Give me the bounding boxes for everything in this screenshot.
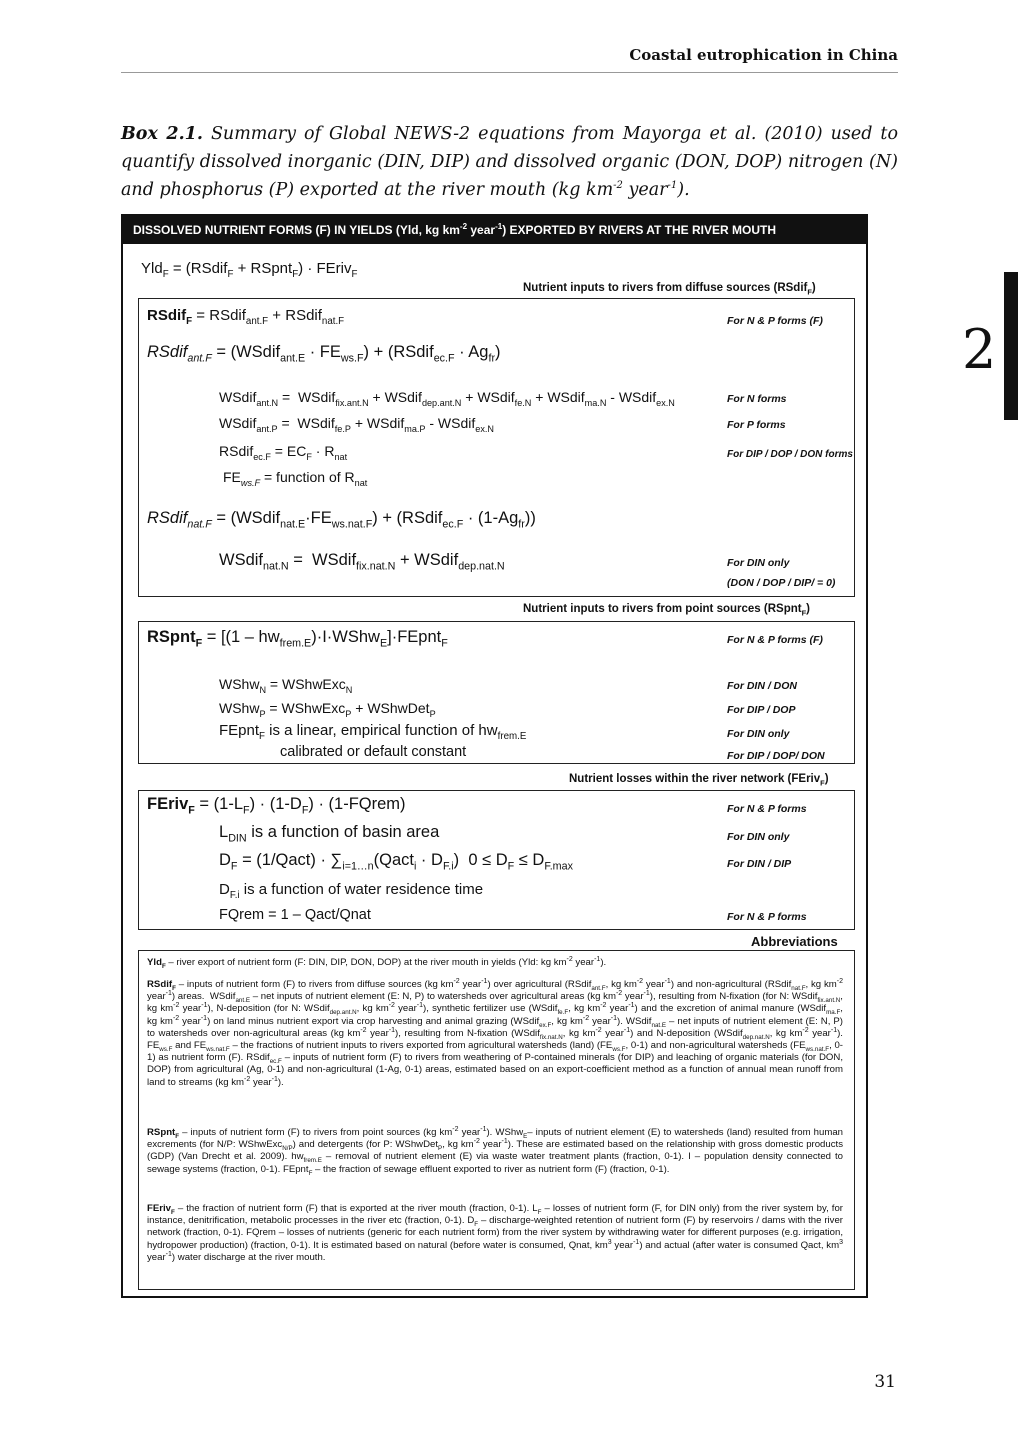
abbr-rspnt: RSpnt$_F$ – inputs of nutrient form (F) to rivers from point sources (kg $km^{-2}$ year$^{-1}$). WShw$_E$– inputs of nutrient element (E) to watersheds (land) resulted from human excrements (for N/P: WShwExc$_{N/P}$) and detergents (for P: WShwDet$_P$, kg $km^{-2}$ year$^{-1}$). These are estimated based on the relationship with gross domestic products (GDP) (Van Drecht et al. 2009). $hw_{frem.E}$ – removal of nutrient element (E) via waste water treatment plants (fraction, 0-1). I – population density connected to sewage systems (fraction, 0-1). FEpnt$_F$ – the fraction of sewage effluent exported to river as nutrient form (F) (fraction, 0-1).: [147, 1125, 843, 1177]
panel-abbreviations: [138, 950, 855, 1290]
note-2: For N forms: [727, 393, 787, 405]
caption-text: Summary of Global NEWS-2 equations from Mayorga et al. (2010) used to quantify dissolved inorganic (DIN, DIP) and dissolved organic (DON, DOP) nitrogen (N) and phosphorus (P) exported at the river mouth (kg $km^{-2}$ year$^{-1}$).: [121, 124, 898, 200]
eq-fepnt-cont: calibrated or default constant: [280, 744, 467, 760]
eq-wsdif-nat-n: WSdif$_{nat.N}$ = WSdif$_{fix.nat.N}$ + WSdif$_{dep.nat.N}$: [219, 551, 505, 573]
running-header: Coastal eutrophication in China: [629, 46, 898, 64]
eq-rsdif-nat: RSdif$_{nat.F}$ = $(WSdif_{nat.E}\cdot FE_{ws.nat.F})$ + (RSdif$_{ec.F}$ · $(1-Ag_{fr})$): [147, 509, 536, 531]
panel-diffuse: [138, 298, 855, 597]
eq-wshw-p: WShw$_P$ = WShwExc$_P$ + WShwDet$_P$: [219, 700, 436, 719]
header-rule: [121, 72, 898, 73]
section-point-title: Nutrient inputs to rivers from point sources (RSpnt$_F$): [523, 603, 810, 618]
chapter-tab: [1004, 272, 1018, 420]
note-15: For N & P forms: [727, 911, 807, 923]
note-6: (DON / DOP / DIP/ = 0): [727, 577, 836, 589]
eq-ldin: $L_{DIN}$ is a function of basin area: [219, 823, 440, 845]
abbr-feriv: FEriv$_F$ – the fraction of nutrient form (F) that is exported at the river mouth (fraction, 0-1). $L_F$ – losses of nutrient form (F, for DIN only) from the river system by, for instance, denitrification, metabolic processes in the river etc (fraction, 0-1). $D_F$ – discharge-weighted retention of nutrient form (F) by reservoirs / dams with the river network (fraction, 0-1). FQrem – losses of nutrients (generic for each nutrient form) from the river system by withdrawing water for different purposes (e.g. irrigation, hydropower production) (fraction, 0-1). It is estimated based on natural (before water is consumed, Qnat, $km^3$ year$^{-1}$) and actual (after water is consumed Qact, $km^3$ year$^{-1}$) water discharge at the river mouth.: [147, 1203, 843, 1263]
note-8: For DIN / DON: [727, 680, 797, 692]
note-9: For DIP / DOP: [727, 704, 796, 716]
eq-wsdif-ant-p: WSdif$_{ant.P}$ = WSdif$_{fe.P}$ + WSdif$_{ma.P}$ - WSdif$_{ex.N}$: [219, 415, 494, 434]
note-1: For N & P forms (F): [727, 315, 823, 327]
eq-feriv: FEriv$_F$ = $(1-L_F) \cdot (1-D_F)$ · (1-FQrem): [147, 795, 406, 817]
note-12: For N & P forms: [727, 803, 807, 815]
eq-rsdif-ec: RSdif$_{ec.F}$ = $EC_F \cdot R_{nat}$: [219, 443, 348, 462]
eq-fews: $FE_{ws.F}$ = function of $R_{nat}$: [223, 469, 368, 488]
eq-wshw-n: WShw$_N$ = WShwExc$_N$: [219, 676, 353, 695]
eq-dfi: $D_{F.i}$ is a function of water residence time: [219, 881, 484, 901]
eq-wsdif-ant-n: WSdif$_{ant.N}$ = WSdif$_{fix.ant.N}$ + WSdif$_{dep.ant.N}$ + WSdif$_{fe.N}$ + WSdif$_{ma.N}$ - WSdif$_{ex.N}$: [219, 389, 675, 408]
section-diffuse-title: Nutrient inputs to rivers from diffuse sources (RSdif$_F$): [523, 282, 816, 297]
eq-fqrem: FQrem = 1 – Qact/Qnat: [219, 907, 371, 923]
note-7: For N & P forms (F): [727, 634, 823, 646]
box-caption: [121, 120, 898, 204]
yield-equation: Yld$_F$ = (RSdif$_F$ + RSpnt$_F$) · FEriv$_F$: [141, 260, 358, 280]
eq-df: $D_F$ = (1/Qact) · $\sum_{i=1\dots n}(Qact_i \cdot D_{F.i}) 0 \le D_F \le D_{F.max}$: [219, 851, 573, 873]
panel-point: [138, 621, 855, 764]
note-10: For DIN only: [727, 728, 790, 740]
eq-rsdif-ant: RSdif$_{ant.F}$ = (WSdif$_{ant.E}$ · $FE_{ws.F}$) + (RSdif$_{ec.F}$ · $Ag_{fr}$): [147, 343, 501, 365]
page-number: 31: [874, 1372, 896, 1392]
eq-rsdif: RSdif$_F$ = RSdif$_{ant.F}$ + RSdif$_{nat.F}$: [147, 307, 345, 327]
eq-fepnt: FEpnt$_F$ is a linear, empirical function of $hw_{frem.E}$: [219, 722, 527, 742]
panel-losses: [138, 790, 855, 930]
section-losses-title: Nutrient losses within the river network (FEriv$_F$): [569, 773, 829, 788]
note-11: For DIP / DOP/ DON: [727, 750, 825, 762]
eq-rspnt: RSpnt$_F$ = $[(1 - hw_{frem.E})\cdot I\cdot WShw_E]\cdot FEpnt_F$: [147, 628, 448, 650]
note-14: For DIN / DIP: [727, 858, 792, 870]
equation-box: [121, 214, 868, 1298]
abbreviations-title: Abbreviations: [751, 934, 838, 949]
box-heading: DISSOLVED NUTRIENT FORMS (F) IN YIELDS (Yld, kg $km^{-2}$ year$^{-1}$) EXPORTED BY RIVERS AT THE RIVER MOUTH: [123, 216, 866, 244]
abbr-yld: Yld$_F$ – river export of nutrient form (F: DIN, DIP, DON, DOP) at the river mouth in yields (Yld: kg $km^{-2}$ year$^{-1}$).: [147, 955, 607, 970]
abbr-rsdif: RSdif$_F$ – inputs of nutrient form (F) to rivers from diffuse sources (kg $km^{-2}$ year$^{-1}$) over agricultural (RSdif$_{ant.F}$, kg $km^{-2}$ year$^{-1}$) and non-agricultural (RSdif$_{nat.F}$, kg $km^{-2}$ year$^{-1}$) areas. WSdif$_{ant.E}$ – net inputs of nutrient element (E: N, P) to watersheds over agricultural areas (kg $km^{-2}$ year$^{-1}$), resulting from N-fixation (for N: WSdif$_{fix.ant.N}$, kg $km^{-2}$ year$^{-1}$), N-deposition (for N: WSdif$_{dep.ant.N}$, kg $km^{-2}$ year$^{-1}$), synthetic fertilizer use (WSdif$_{fe.F}$, kg $km^{-2}$ year$^{-1}$) and the excretion of animal manure (WSdif$_{ma.F}$, kg $km^{-2}$ year$^{-1}$) on land minus nutrient export via crop harvesting and animal grazing (WSdif$_{ex.F}$, kg $km^{-2}$ year$^{-1}$). WSdif$_{nat.E}$ – net inputs of nutrient element (E: N, P) to watersheds over non-agricultural areas (kg $km^{-2}$ year$^{-1}$), resulting from N-fixation (WSdif$_{fix.nat.N}$, kg $km^{-2}$ year$^{-1}$) and N-deposition (WSdif$_{dep.nat.N}$, kg $km^{-2}$ year$^{-1}$). $FE_{ws.F}$ and $FE_{ws.nat.F}$ – the fractions of nutrient inputs to rivers exported from agricultural watersheds (land) ($FE_{ws.F}$, 0-1) and non-agricultural watersheds ($FE_{ws.nat.F}$, 0-1) as nutrient form (F). RSdif$_{ec.F}$ – inputs of nutrient form (F) to rivers from weathering of P-contained minerals (for DIP) and leaching of organic materials (for DON, DOP) from agricultural (Ag, 0-1) and non-agricultural (1-Ag, 0-1) areas, estimated based on an export-coefficient method as a function of annual mean runoff from land to streams (kg $km^{-2}$ year$^{-1}$).: [147, 977, 843, 1088]
note-4: For DIP / DOP / DON forms: [727, 449, 853, 460]
caption-label: Box 2.1.: [121, 124, 203, 144]
note-13: For DIN only: [727, 831, 790, 843]
note-3: For P forms: [727, 419, 786, 431]
note-5: For DIN only: [727, 557, 790, 569]
chapter-number: 2: [962, 318, 997, 381]
